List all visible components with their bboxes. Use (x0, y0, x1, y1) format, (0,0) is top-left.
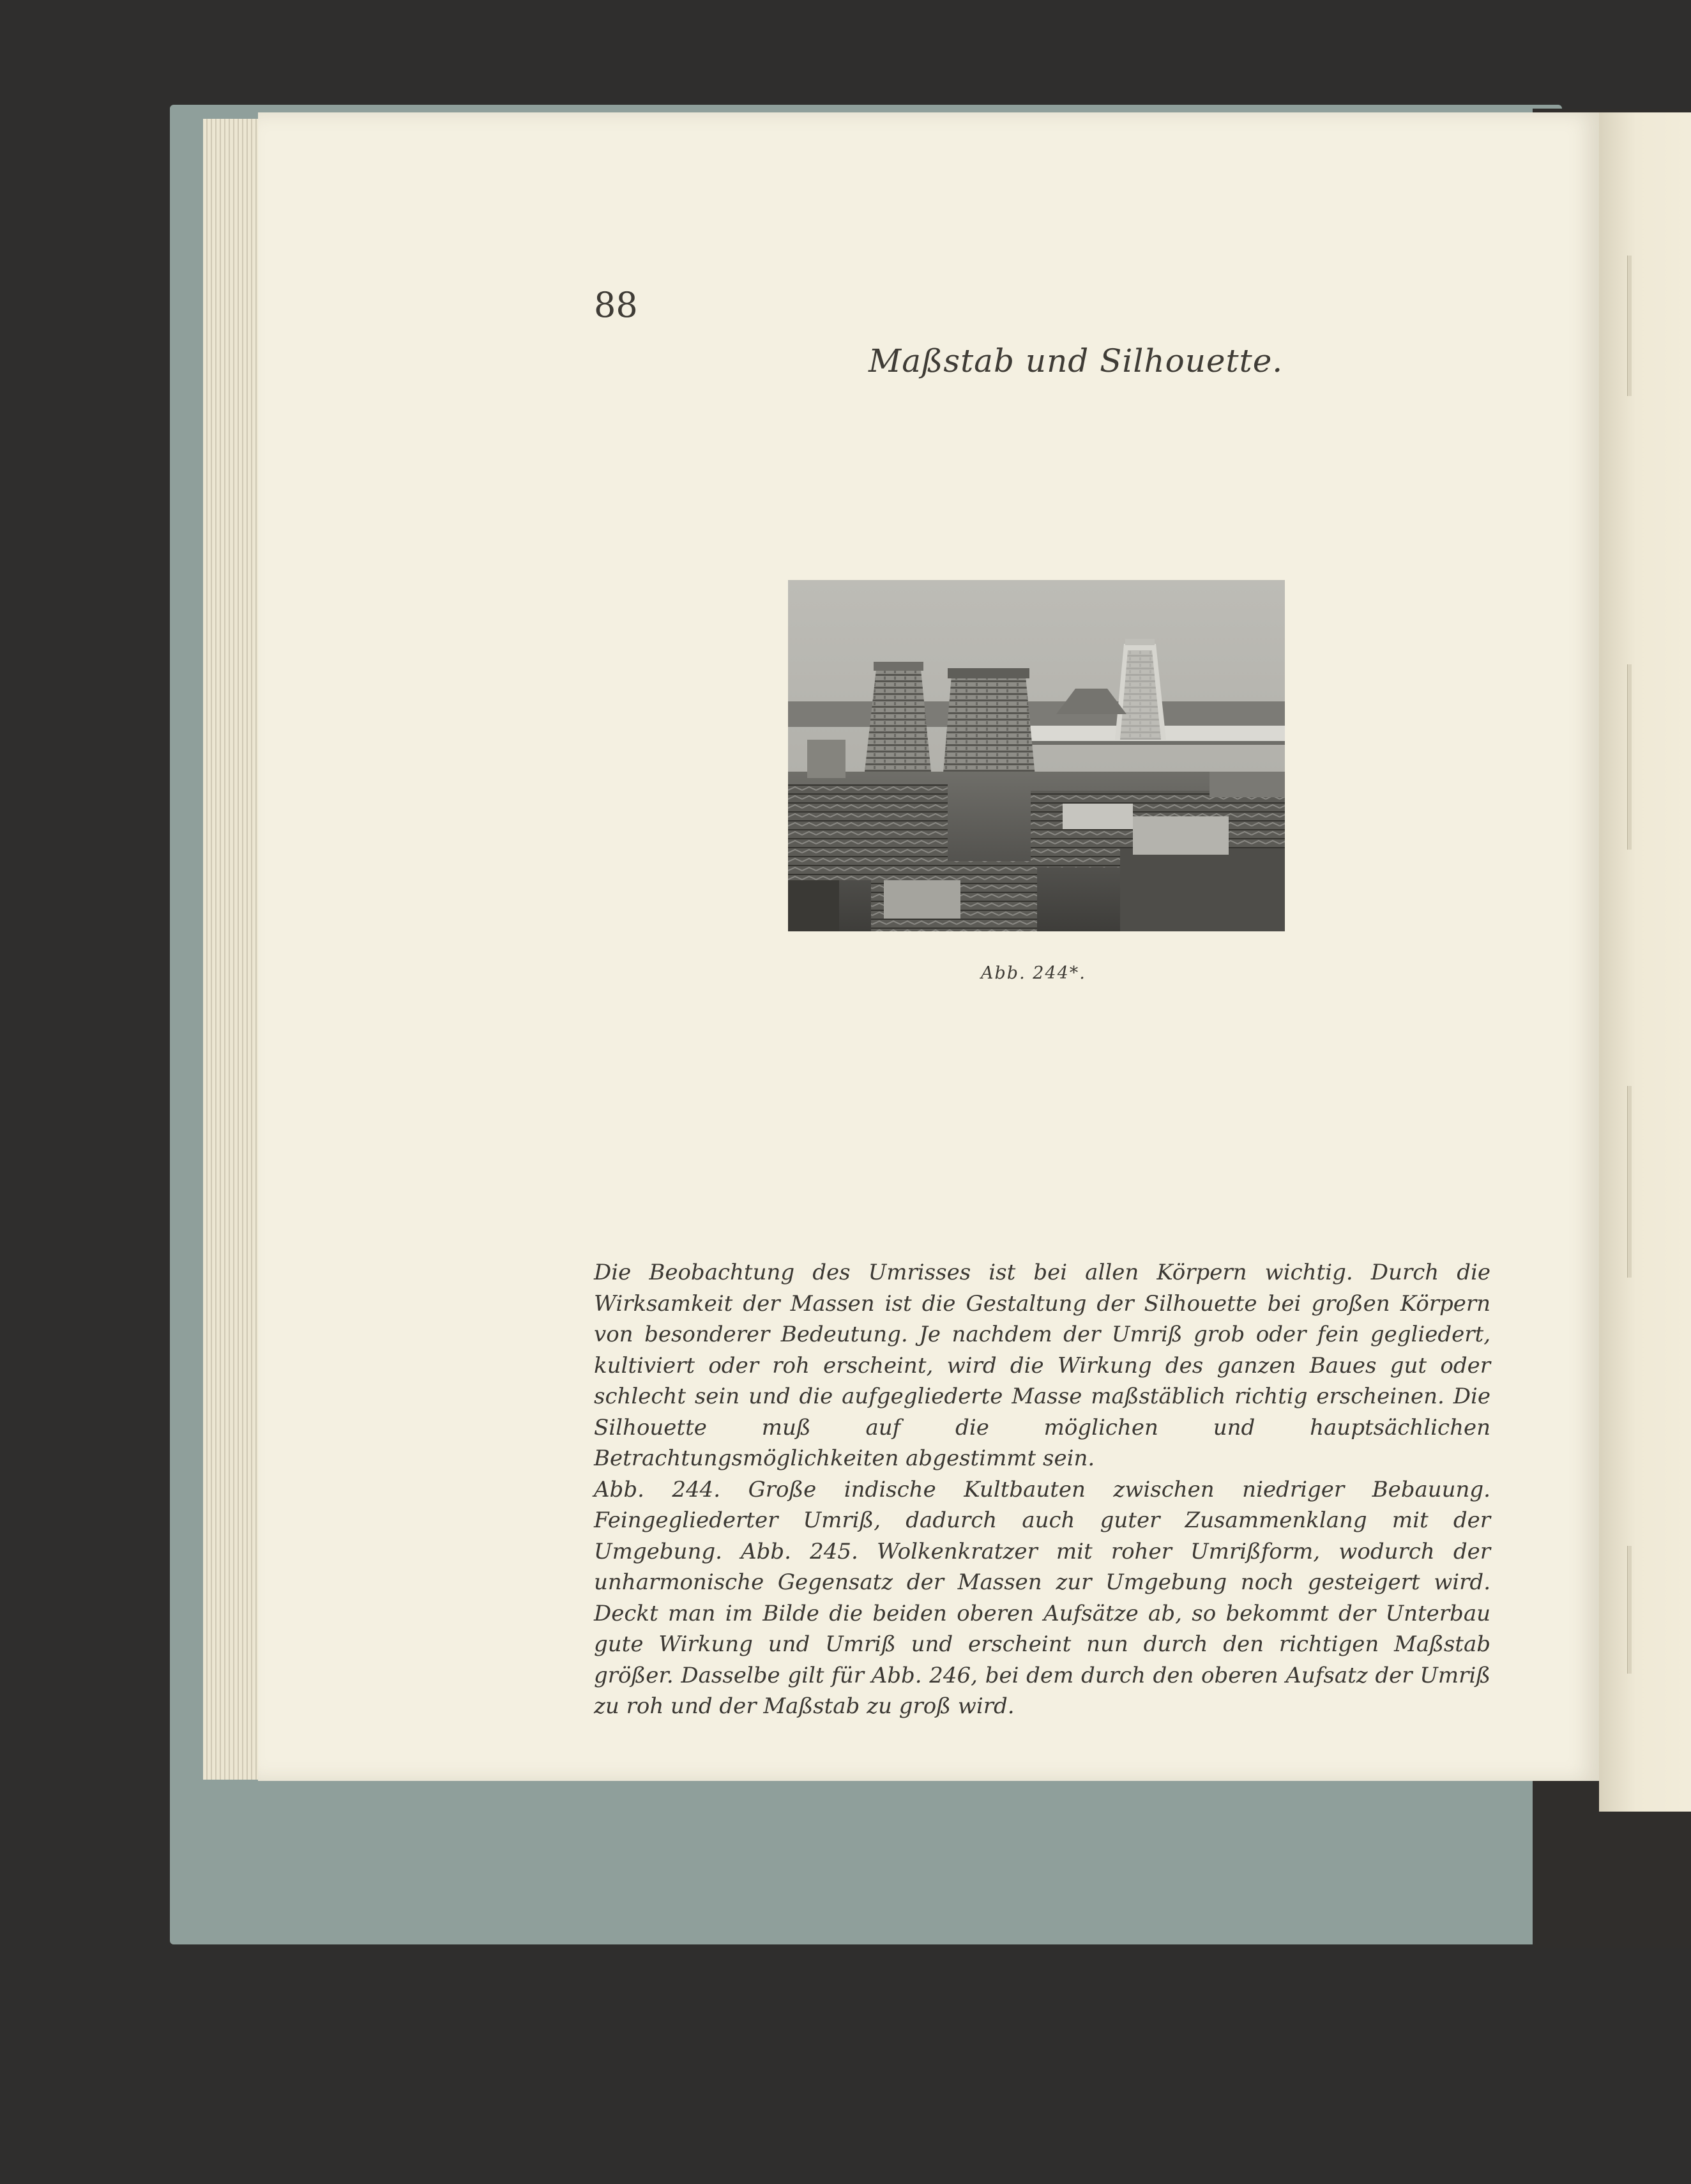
binding-thread (1627, 664, 1632, 850)
figure-caption: Abb. 244*. (981, 963, 1086, 983)
binding-thread (1627, 256, 1632, 396)
temple-gopurams-photo-icon (788, 580, 1285, 931)
figure-photo (788, 580, 1285, 931)
facing-page-edge (1599, 112, 1691, 1812)
paragraph-figure-notes: Abb. 244. Große indische Kultbauten zwischen niedriger Bebauung. Feingegliederter Umriß, dadurch auch guter Zusammenklang mit der Umgebung. Abb. 245. Wolkenkratzer mit roher Umrißform, wodurch der unharmonische Gegensatz der Massen zur Umgebung noch gesteigert wird. Deckt man im Bilde die beiden oberen Aufsätze ab, so bekommt der Unterbau gute Wirkung und Umriß und erscheint nun durch den richtigen Maßstab größer. Dasselbe gilt für Abb. 246, bei dem durch den oberen Aufsatz der Umriß zu roh und der Maßstab zu groß wird. (594, 1476, 1490, 1719)
page-number: 88 (594, 285, 638, 325)
body-text (594, 1257, 1490, 1722)
paragraph-observation: Die Beobachtung des Umrisses ist bei allen Körpern wichtig. Durch die Wirksamkeit der Massen ist die Gestaltung der Silhouette bei großen Körpern von besonderer Bedeutung. Je nachdem der Umriß grob oder fein gegliedert, kultiviert oder roh erscheint, wird die Wirkung des ganzen Baues gut oder schlecht sein und die aufgegliederte Masse maßstäblich richtig erscheinen. Die Silhouette muß auf die möglichen und hauptsächlichen Betrachtungsmöglichkeiten abgestimmt sein. (594, 1260, 1490, 1471)
running-title: Maßstab und Silhouette. (868, 342, 1284, 379)
binding-thread (1627, 1546, 1632, 1674)
binding-thread (1627, 1086, 1632, 1278)
